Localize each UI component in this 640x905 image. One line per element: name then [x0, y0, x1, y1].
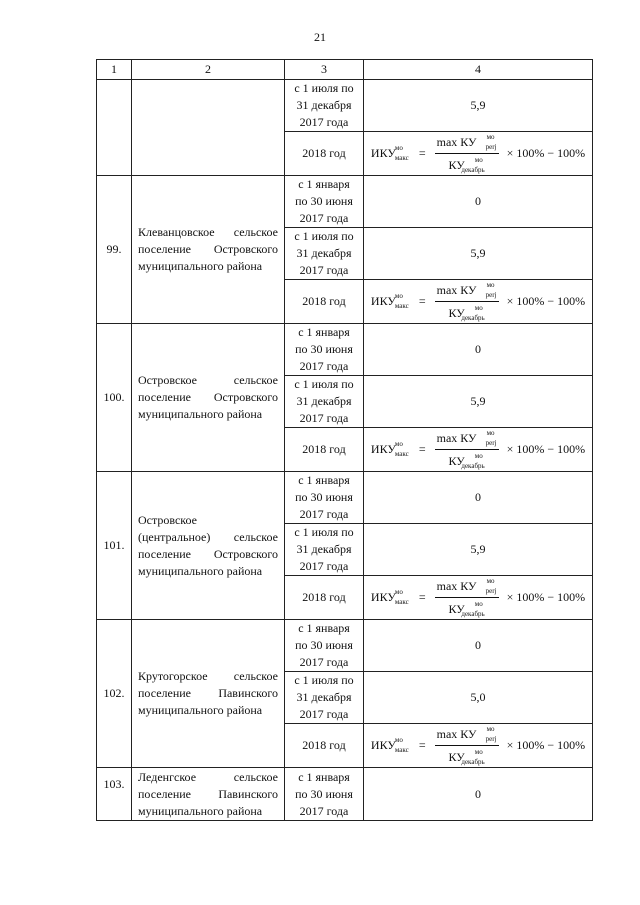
formula-part: = — [418, 442, 426, 456]
index-value: 5,9 — [470, 98, 486, 112]
value-cell — [364, 80, 593, 132]
formula-part: декабрь — [461, 757, 485, 766]
table-row — [97, 620, 593, 672]
index-value: 5,0 — [470, 690, 486, 704]
period-line: 2017 года — [299, 707, 349, 721]
row-number: 99. — [97, 176, 132, 324]
formula-part: мо — [394, 736, 403, 744]
period-line: 2018 год — [302, 442, 346, 456]
formula-part: мо — [486, 724, 495, 733]
formula-part: рerj — [485, 586, 497, 595]
index-value: 0 — [475, 786, 481, 801]
formula-part: мо — [394, 440, 403, 448]
settlement-name-line: Крутогорское сельское — [138, 669, 278, 683]
period-cell — [285, 376, 364, 428]
row-number: 101. — [97, 472, 132, 620]
row-number — [97, 80, 132, 176]
index-value: 0 — [475, 194, 481, 208]
formula-part: макс — [394, 302, 409, 310]
formula-part: max — [436, 726, 458, 741]
period-line: 2018 год — [302, 590, 346, 604]
formula-part: рerj — [485, 142, 497, 151]
period-line: 31 декабря — [296, 690, 352, 704]
period-line: с 1 января — [298, 473, 350, 487]
formula-part: мо — [474, 155, 483, 164]
settlement-name-line: поселение Островского — [138, 546, 278, 561]
formula-part: декабрь — [461, 609, 485, 618]
period-line: 2017 года — [299, 803, 349, 818]
formula-part: max — [436, 134, 458, 149]
period-line: с 1 января — [298, 769, 350, 784]
tariff-table — [96, 59, 593, 821]
period-cell — [285, 768, 364, 821]
settlement-name-line: Островское — [138, 512, 197, 527]
table-row — [97, 768, 593, 821]
formula-part: рerj — [485, 734, 497, 743]
period-line: 31 декабря — [296, 394, 352, 408]
formula-part: мо — [486, 132, 495, 141]
period-line: с 1 июля по — [294, 377, 354, 391]
formula-part: КУ — [448, 453, 465, 468]
period-line: 2017 года — [299, 655, 349, 669]
period-line: с 1 июля по — [294, 81, 354, 95]
period-line: по 30 июня — [295, 786, 353, 801]
period-cell — [285, 280, 364, 324]
formula-part: мо — [394, 144, 403, 152]
formula-part: × 100% − 100% — [506, 294, 586, 308]
value-cell — [364, 524, 593, 576]
formula-part: × 100% − 100% — [506, 738, 586, 752]
formula-part: декабрь — [461, 461, 485, 470]
period-line: по 30 июня — [295, 194, 353, 208]
formula-part: рerj — [485, 438, 497, 447]
formula-part: max — [436, 578, 458, 593]
header-row — [97, 60, 593, 80]
settlement-name — [132, 80, 285, 176]
settlement-name-line: муниципального района — [138, 803, 263, 818]
settlement-name — [132, 324, 285, 472]
formula-part: макс — [394, 746, 409, 754]
formula-part: КУ — [448, 305, 465, 320]
period-line: 2017 года — [299, 559, 349, 573]
period-line: по 30 июня — [295, 342, 353, 356]
settlement-name-line: муниципального района — [138, 259, 263, 273]
formula-part: ИКУ — [370, 590, 396, 604]
formula-part: КУ — [460, 134, 477, 149]
settlement-name-line: (центральное) сельское — [138, 529, 278, 544]
formula — [371, 578, 585, 618]
formula-part: мо — [474, 451, 483, 460]
formula-part: мо — [474, 303, 483, 312]
period-line: 2018 год — [302, 738, 346, 752]
period-cell — [285, 524, 364, 576]
formula-cell — [364, 724, 593, 768]
formula-cell — [364, 132, 593, 176]
value-cell — [364, 176, 593, 228]
period-line: по 30 июня — [295, 638, 353, 652]
period-line: 2017 года — [299, 359, 349, 373]
period-cell — [285, 228, 364, 280]
formula-part: ИКУ — [370, 294, 396, 308]
period-cell — [285, 724, 364, 768]
settlement-name-line: муниципального района — [138, 563, 263, 578]
period-line: 2017 года — [299, 507, 349, 521]
formula-part: мо — [394, 588, 403, 596]
formula-part: КУ — [460, 282, 477, 297]
table-row — [97, 176, 593, 228]
value-cell — [364, 324, 593, 376]
formula-part: = — [418, 590, 426, 604]
settlement-name-line: муниципального района — [138, 703, 263, 717]
settlement-name — [132, 768, 285, 821]
page-number: 21 — [314, 30, 326, 44]
index-value: 0 — [475, 638, 481, 652]
formula-part: = — [418, 146, 426, 160]
value-cell — [364, 620, 593, 672]
formula-part: ИКУ — [370, 442, 396, 456]
formula — [371, 282, 585, 322]
period-line: с 1 января — [298, 177, 350, 191]
period-line: с 1 июля по — [294, 525, 354, 539]
period-cell — [285, 176, 364, 228]
formula-part: ИКУ — [370, 738, 396, 752]
formula-part: КУ — [460, 726, 477, 741]
formula — [371, 430, 585, 470]
settlement-name-line: поселение Островского — [138, 242, 278, 256]
value-cell — [364, 672, 593, 724]
table-row — [97, 472, 593, 524]
index-value: 5,9 — [470, 394, 486, 408]
formula-part: макс — [394, 598, 409, 606]
formula — [371, 726, 585, 766]
period-cell — [285, 620, 364, 672]
formula-part: КУ — [448, 157, 465, 172]
formula-part: макс — [394, 154, 409, 162]
period-line: с 1 января — [298, 621, 350, 635]
settlement-name-line: поселение Островского — [138, 390, 278, 404]
formula-part: × 100% − 100% — [506, 146, 586, 160]
period-line: 2018 год — [302, 294, 346, 308]
period-line: с 1 января — [298, 325, 350, 339]
period-line: 2017 года — [299, 211, 349, 225]
row-number: 103. — [97, 768, 132, 821]
formula — [371, 134, 585, 174]
formula-part: КУ — [460, 430, 477, 445]
value-cell — [364, 376, 593, 428]
period-cell — [285, 576, 364, 620]
value-cell — [364, 228, 593, 280]
row-number: 100. — [97, 324, 132, 472]
formula-part: мо — [474, 747, 483, 756]
index-value: 5,9 — [470, 246, 486, 260]
period-line: 31 декабря — [296, 98, 352, 112]
formula-part: КУ — [448, 749, 465, 764]
formula-part: мо — [486, 428, 495, 437]
period-cell — [285, 80, 364, 132]
formula-part: мо — [474, 599, 483, 608]
formula-part: мо — [394, 292, 403, 300]
value-cell — [364, 472, 593, 524]
formula-part: max — [436, 282, 458, 297]
settlement-name-line: Островское сельское — [138, 373, 278, 387]
period-cell — [285, 428, 364, 472]
period-line: 2017 года — [299, 411, 349, 425]
settlement-name-line: поселение Павинского — [138, 686, 278, 700]
formula-part: × 100% − 100% — [506, 590, 586, 604]
period-cell — [285, 324, 364, 376]
period-line: с 1 июля по — [294, 673, 354, 687]
period-cell — [285, 472, 364, 524]
formula-cell — [364, 576, 593, 620]
settlement-name-line: Клеванцовское сельское — [138, 225, 278, 239]
period-line: 31 декабря — [296, 542, 352, 556]
settlement-name — [132, 620, 285, 768]
row-number: 102. — [97, 620, 132, 768]
formula-part: мо — [486, 576, 495, 585]
table-row — [97, 80, 593, 132]
settlement-name-line: муниципального района — [138, 407, 263, 421]
formula-part: ИКУ — [370, 146, 396, 160]
formula-part: рerj — [485, 290, 497, 299]
settlement-name-line: Леденгское сельское — [138, 769, 278, 784]
settlement-name-line: поселение Павинского — [138, 786, 278, 801]
settlement-name — [132, 176, 285, 324]
value-cell — [364, 768, 593, 821]
header-cell: 1 — [97, 60, 132, 80]
period-cell — [285, 672, 364, 724]
formula-part: макс — [394, 450, 409, 458]
formula-part: = — [418, 294, 426, 308]
table-row — [97, 324, 593, 376]
header-cell: 3 — [285, 60, 364, 80]
settlement-name — [132, 472, 285, 620]
formula-part: КУ — [448, 601, 465, 616]
formula-part: КУ — [460, 578, 477, 593]
period-line: 31 декабря — [296, 246, 352, 260]
formula-cell — [364, 428, 593, 472]
period-line: по 30 июня — [295, 490, 353, 504]
formula-part: max — [436, 430, 458, 445]
index-value: 5,9 — [470, 542, 486, 556]
index-value: 0 — [475, 490, 481, 504]
period-line: 2017 года — [299, 263, 349, 277]
formula-cell — [364, 280, 593, 324]
formula-part: мо — [486, 280, 495, 289]
formula-part: декабрь — [461, 165, 485, 174]
period-line: 2017 года — [299, 115, 349, 129]
index-value: 0 — [475, 342, 481, 356]
period-cell — [285, 132, 364, 176]
formula-part: × 100% − 100% — [506, 442, 586, 456]
formula-part: декабрь — [461, 313, 485, 322]
formula-part: = — [418, 738, 426, 752]
period-line: 2018 год — [302, 146, 346, 160]
period-line: с 1 июля по — [294, 229, 354, 243]
header-cell: 2 — [132, 60, 285, 80]
header-cell: 4 — [364, 60, 593, 80]
